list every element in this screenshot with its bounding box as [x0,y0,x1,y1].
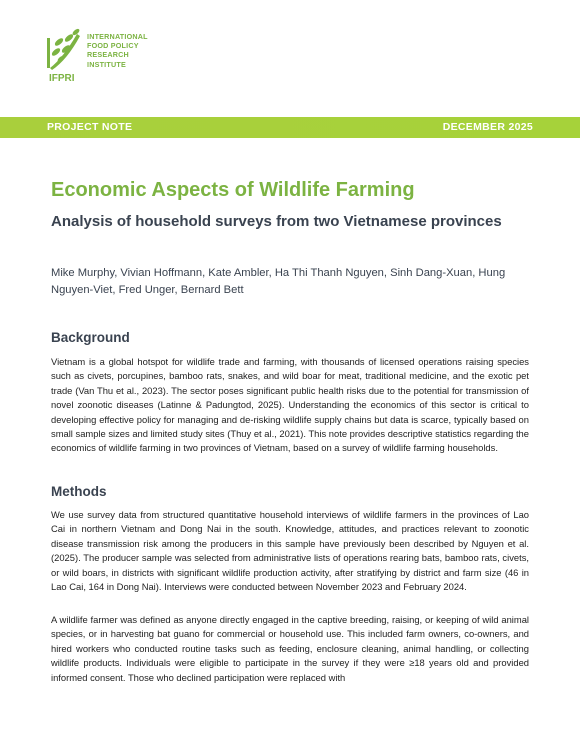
wheat-sprout-icon [47,28,85,72]
paragraph: We use survey data from structured quantitative household interviews of wildlife farmers in the provinces of Lao Cai in northern Vietnam and Dong Nai in the south. Knowledge, attitudes, and practices relevant to zoonotic disease transmission risk among the producers in this sample have previously been described by Nguyen et al. (2025). The producer sample was selected from administrative lists of operations rearing bats, bamboo rats, civets, or wild boars, in districts with significant wildlife production activity, after stratifying by district and farm size (46 in Lao Cai, 164 in Dong Nai). Interviews were conducted between November 2023 and February 2024. [51,509,529,593]
header-band [0,117,580,138]
paragraph: Vietnam is a global hotspot for wildlife trade and farming, with thousands of licensed operations raising species such as civets, porcupines, bamboo rats, snakes, and wild boar for meat, traditional medicine, and the exotic pet trade (Van Thu et al., 2023). The sector poses significant public health risks due to the potential for transmission of novel zoonotic diseases (Latinne & Padungtod, 2025). Understanding the economics of this sector is critical to developing effective policy for managing and de-risking wildlife supply chains but data is scarce, typically based on small sample sizes and limited study sites (Thuy et al., 2021). This note provides descriptive statistics regarding the economics of wildlife farming in two provinces of Vietnam, based on a survey of wildlife farming households. [51,356,529,454]
doc-type-label: PROJECT NOTE [47,121,133,133]
page-subtitle: Analysis of household surveys from two Vietnamese provinces [51,213,502,230]
ifpri-logo [47,28,177,88]
section-heading-background: Background [51,330,130,345]
logo-wordmark [87,32,148,69]
section-heading-methods: Methods [51,484,107,499]
author-list: Mike Murphy, Vivian Hoffmann, Kate Ambler, Ha Thi Thanh Nguyen, Sinh Dang-Xuan, Hung Nguyen-Viet, Fred Unger, Bernard Bett [51,267,506,296]
logo-line: INSTITUTE [87,59,126,69]
logo-line: RESEARCH [87,50,129,60]
logo-line: INTERNATIONAL [87,32,148,41]
logo-acronym: IFPRI [49,73,75,84]
logo-line: FOOD POLICY [87,41,139,51]
paragraph: A wildlife farmer was defined as anyone directly engaged in the captive breeding, raising, or keeping of wild animal species, or in harvesting bat guano for commercial or household use. This included farm owners, co-owners, and hired workers who conducted routine tasks such as feeding, enclosure cleaning, animal handling, or collecting wildlife products. Individuals were eligible to participate in the survey if they were ≥18 years old and provided informed consent. Those who declined participation were replaced with [51,614,529,683]
doc-date: DECEMBER 2025 [442,121,533,133]
page-title: Economic Aspects of Wildlife Farming [51,179,415,201]
